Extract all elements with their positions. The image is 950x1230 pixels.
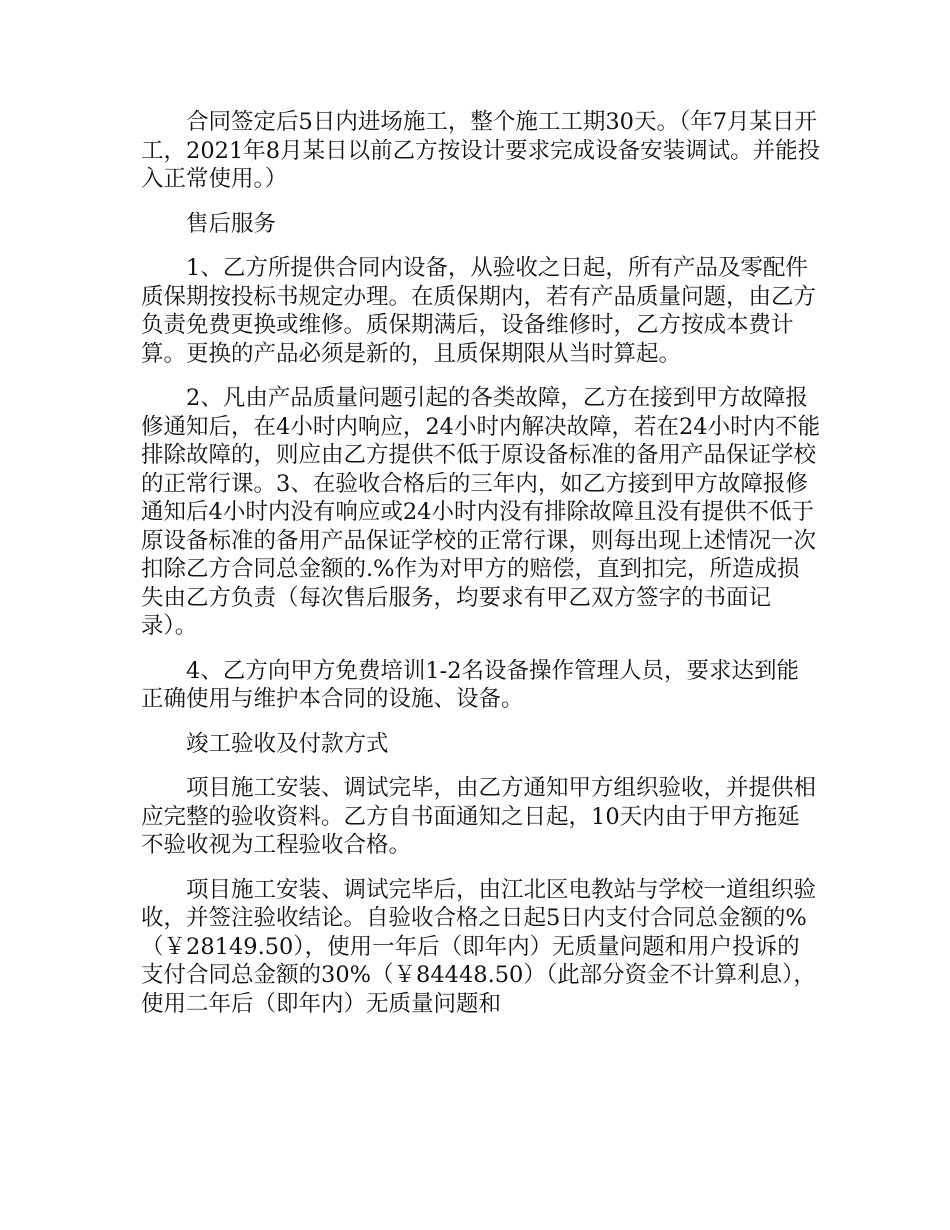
paragraph-warranty: 1、乙方所提供合同内设备，从验收之日起，所有产品及零配件质保期按投标书规定办理。在质保期内，若有产品质量问题，由乙方负责免费更换或维修。质保期满后，设备维修时，乙方按成本费计算。更换的产品必须是新的，且质保期限从当时算起。 bbox=[141, 255, 817, 367]
paragraph-acceptance-notice: 项目施工安装、调试完毕，由乙方通知甲方组织验收，并提供相应完整的验收资料。乙方自书面通知之日起，10天内由于甲方拖延不验收视为工程验收合格。 bbox=[141, 775, 817, 858]
paragraph-payment-terms: 项目施工安装、调试完毕后，由江北区电教站与学校一道组织验收，并签注验收结论。自验收合格之日起5日内支付合同总金额的%（￥28149.50），使用一年后（即年内）无质量问题和用户投诉的支付合同总金额的30%（￥84448.50）（此部分资金不计算利息），使用二年后（即年内）无质量问题和 bbox=[141, 876, 817, 1017]
paragraph-construction-schedule: 合同签定后5日内进场施工，整个施工工期30天。（年7月某日开工，2021年8月某日以前乙方按设计要求完成设备安装调试。并能投入正常使用。） bbox=[141, 109, 821, 192]
paragraph-training: 4、乙方向甲方免费培训1-2名设备操作管理人员，要求达到能正确使用与维护本合同的设施、设备。 bbox=[141, 657, 800, 712]
document-body bbox=[141, 108, 821, 1034]
heading-acceptance-and-payment: 竣工验收及付款方式 bbox=[186, 730, 389, 757]
heading-after-sales-service: 售后服务 bbox=[186, 210, 277, 237]
paragraph-fault-response: 2、凡由产品质量问题引起的各类故障，乙方在接到甲方故障报修通知后，在4小时内响应，24小时内解决故障，若在24小时内不能排除故障的，则应由乙方提供不低于原设备标准的备用产品保证学校的正常行课。3、在验收合格后的三年内，如乙方接到甲方故障报修通知后4小时内没有响应或24小时内没有排除故障且没有提供不低于原设备标准的备用产品保证学校的正常行课，则每出现上述情况一次扣除乙方合同总金额的.%作为对甲方的赔偿，直到扣完，所造成损失由乙方负责（每次售后服务，均要求有甲乙双方签字的书面记录）。 bbox=[141, 385, 821, 639]
